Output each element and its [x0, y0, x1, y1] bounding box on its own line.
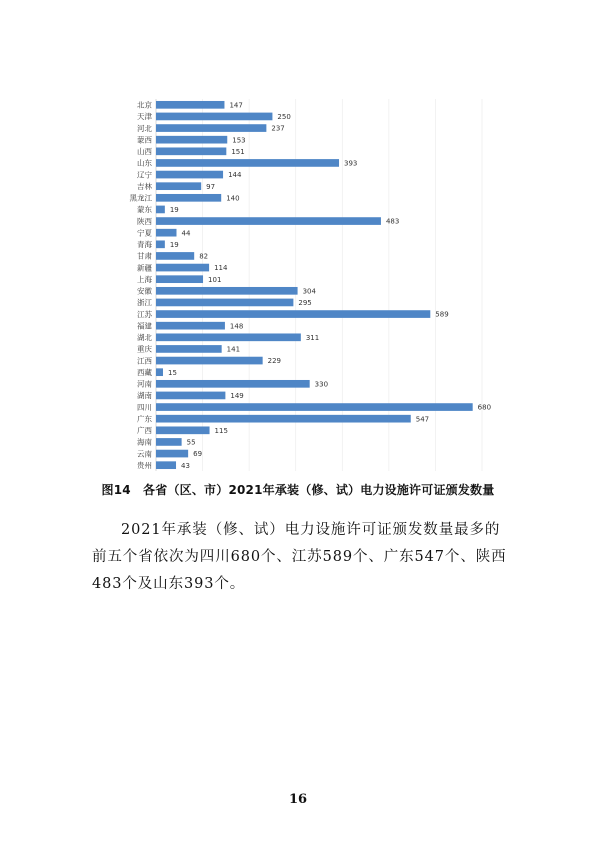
- value-label: 141: [226, 345, 241, 354]
- bar: [156, 240, 165, 248]
- category-label: 蒙西: [137, 135, 152, 145]
- bar: [156, 426, 210, 434]
- bar: [156, 252, 194, 260]
- value-label: 304: [302, 287, 316, 296]
- bar: [156, 333, 301, 341]
- value-label: 115: [214, 426, 228, 435]
- value-label: 144: [228, 171, 242, 180]
- category-label: 江西: [137, 356, 152, 366]
- bar: [156, 310, 430, 318]
- chart-svg: [110, 93, 492, 473]
- category-label: 广西: [137, 426, 152, 436]
- category-label: 福建: [137, 321, 152, 331]
- value-label: 589: [435, 310, 449, 319]
- value-label: 149: [230, 392, 244, 401]
- page-number: 16: [288, 792, 308, 807]
- value-label: 101: [208, 275, 222, 284]
- value-label: 680: [477, 403, 492, 412]
- category-label: 浙江: [137, 298, 152, 308]
- value-label: 55: [186, 438, 196, 447]
- category-label: 宁夏: [137, 228, 152, 238]
- value-label: 43: [181, 461, 190, 470]
- category-label: 甘肃: [137, 251, 152, 261]
- category-label: 吉林: [137, 181, 152, 191]
- category-label: 蒙东: [137, 205, 152, 215]
- value-label: 44: [181, 229, 191, 238]
- value-label: 148: [229, 322, 244, 331]
- bar: [156, 206, 165, 214]
- value-label: 69: [193, 450, 203, 459]
- category-label: 广东: [137, 414, 152, 424]
- value-label: 114: [214, 264, 228, 273]
- value-label: 140: [226, 194, 240, 203]
- category-label: 北京: [137, 100, 152, 110]
- bar: [156, 194, 221, 202]
- value-label: 147: [229, 101, 243, 110]
- bar: [156, 299, 293, 307]
- bar: [156, 322, 225, 330]
- value-label: 393: [344, 159, 358, 168]
- bar: [156, 159, 339, 167]
- category-label: 江苏: [137, 309, 152, 319]
- bar: [156, 136, 227, 144]
- paragraph-text: 2021年承装（修、试）电力设施许可证颁发数量最多的前五个省依次为四川680个、江苏589个、广东547个、陕西483个及山东393个。: [92, 522, 507, 592]
- bar: [156, 438, 182, 446]
- value-label: 237: [271, 124, 285, 133]
- value-label: 330: [314, 380, 329, 389]
- bar: [156, 415, 411, 423]
- value-label: 19: [169, 240, 179, 249]
- category-label: 四川: [137, 402, 152, 412]
- value-label: 82: [199, 252, 209, 261]
- category-label: 海南: [137, 437, 152, 447]
- bar: [156, 380, 310, 388]
- bar: [156, 171, 223, 179]
- bar: [156, 264, 209, 272]
- category-label: 安徽: [137, 286, 152, 296]
- category-label: 天津: [137, 112, 152, 122]
- category-label: 贵州: [137, 460, 152, 470]
- bar: [156, 450, 188, 458]
- bar-chart: [110, 93, 492, 473]
- bar: [156, 392, 225, 400]
- bar: [156, 124, 266, 132]
- bar: [156, 113, 272, 121]
- value-label: 250: [277, 113, 291, 122]
- category-label: 黑龙江: [129, 193, 152, 203]
- category-label: 湖南: [137, 391, 152, 401]
- bar: [156, 403, 473, 411]
- bar: [156, 101, 224, 109]
- category-label: 河北: [137, 123, 152, 133]
- bar: [156, 275, 203, 283]
- bar: [156, 357, 263, 365]
- value-label: 311: [305, 333, 320, 342]
- bar: [156, 229, 176, 237]
- category-label: 重庆: [137, 344, 152, 354]
- value-label: 97: [206, 182, 216, 191]
- category-label: 云南: [137, 449, 152, 459]
- category-label: 新疆: [137, 263, 152, 273]
- bar: [156, 182, 201, 190]
- category-label: 上海: [137, 274, 152, 284]
- bar: [156, 147, 226, 155]
- bar: [156, 287, 298, 295]
- body-paragraph: [92, 517, 512, 598]
- value-label: 295: [298, 299, 312, 308]
- value-label: 153: [232, 136, 246, 145]
- category-label: 山东: [137, 158, 152, 168]
- value-label: 229: [267, 357, 282, 366]
- bar: [156, 345, 222, 353]
- value-label: 483: [385, 217, 400, 226]
- bar: [156, 368, 163, 376]
- category-label: 山西: [137, 147, 152, 157]
- category-label: 湖北: [137, 333, 152, 343]
- value-label: 547: [415, 415, 430, 424]
- category-label: 河南: [137, 379, 152, 389]
- category-label: 陕西: [137, 216, 152, 226]
- bar: [156, 217, 381, 225]
- value-label: 151: [231, 147, 245, 156]
- value-label: 15: [167, 368, 177, 377]
- category-label: 西藏: [137, 367, 152, 377]
- bar: [156, 461, 176, 469]
- figure-caption: 图14 各省（区、市）2021年承装（修、试）电力设施许可证颁发数量: [101, 483, 495, 497]
- category-label: 青海: [137, 240, 152, 250]
- category-label: 辽宁: [137, 170, 152, 180]
- value-label: 19: [169, 206, 179, 215]
